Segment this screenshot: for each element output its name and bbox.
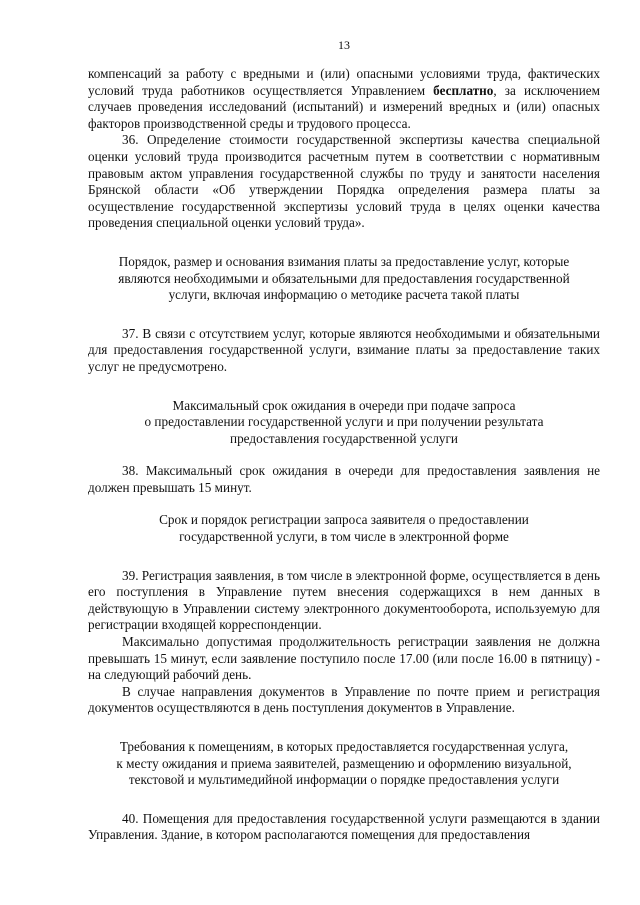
paragraph-36: 36. Определение стоимости государственной экспертизы качества специальной оценки условий труда производится расчетным путем в соответствии с нормативным правовым актом управления государственной службы по труду и занятости населения Брянской области «Об утверждении Порядка определения размера платы за осуществление государственной экспертизы условий труда в целях оценки качества проведения специальной оценки условий труда». xyxy=(88,132,600,231)
paragraph-39: 39. Регистрация заявления, в том числе в электронной форме, осуществляется в день его поступления в Управление путем внесения содержащихся в нем данных в действующую в Управлении систему электронного документооборота, используемую для регистрации входящей корреспонденции. xyxy=(88,567,600,633)
heading-premises-line-2: к месту ожидания и приема заявителей, размещению и оформлению визуальной, xyxy=(116,755,572,771)
paragraph-37: 37. В связи с отсутствием услуг, которые являются необходимыми и обязательными для предоставления государственной услуги, взимание платы за предоставление таких услуг не предусмотрено. xyxy=(88,325,600,374)
heading-registration-line-2: государственной услуги, в том числе в электронной форме xyxy=(179,529,509,545)
heading-wait-line-3: предоставления государственной услуги xyxy=(230,430,458,446)
heading-registration xyxy=(88,512,600,545)
heading-wait xyxy=(88,398,600,448)
heading-wait-line-2: о предоставлении государственной услуги и при получении результата xyxy=(144,414,544,430)
heading-premises-line-3: текстовой и мультимедийной информации о порядке предоставления услуги xyxy=(128,772,560,788)
heading-premises-line-1: Требования к помещениям, в которых предоставляется государственная услуга, xyxy=(119,739,569,754)
bold-word: бесплатно xyxy=(433,82,494,98)
paragraph-39-b: Максимально допустимая продолжительность регистрации заявления не должна превышать 15 минут, если заявление поступило после 17.00 (или после 16.00 в пятницу) - на следующий рабочий день. xyxy=(88,634,600,683)
paragraph-38: 38. Максимальный срок ожидания в очереди для предоставления заявления не должен превышать 15 минут. xyxy=(88,463,600,495)
heading-fee xyxy=(88,254,600,304)
paragraph-39-c: В случае направления документов в Управление по почте прием и регистрация документов осуществляются в день поступления документов в Управление. xyxy=(88,683,600,716)
paragraph-continuation-text-a: компенсаций за работу с вредными и (или) опасными условиями труда, фактических условий труда работников осуществляется Управлением xyxy=(88,66,600,98)
heading-premises xyxy=(88,739,600,789)
heading-fee-line-1: Порядок, размер и основания взимания платы за предоставление услуг, которые xyxy=(118,253,570,269)
page-number: 13 xyxy=(338,38,350,52)
paragraph-40: 40. Помещения для предоставления государственной услуги размещаются в здании Управления. Здание, в котором располагаются помещения для предоставления xyxy=(88,810,600,843)
paragraph-continuation xyxy=(88,66,600,132)
paragraph-continuation-text-b: , за исключением случаев проведения исследований (испытаний) и измерений вредных и (или) опасных факторов производственной среды и трудового процесса. xyxy=(88,82,600,131)
heading-fee-line-2: являются необходимыми и обязательными для предоставления государственной xyxy=(118,270,570,286)
heading-fee-line-3: услуги, включая информацию о методике расчета такой платы xyxy=(168,287,520,303)
heading-wait-line-1: Максимальный срок ожидания в очереди при подаче запроса xyxy=(172,397,516,413)
heading-registration-line-1: Срок и порядок регистрации запроса заявителя о предоставлении xyxy=(159,512,529,528)
